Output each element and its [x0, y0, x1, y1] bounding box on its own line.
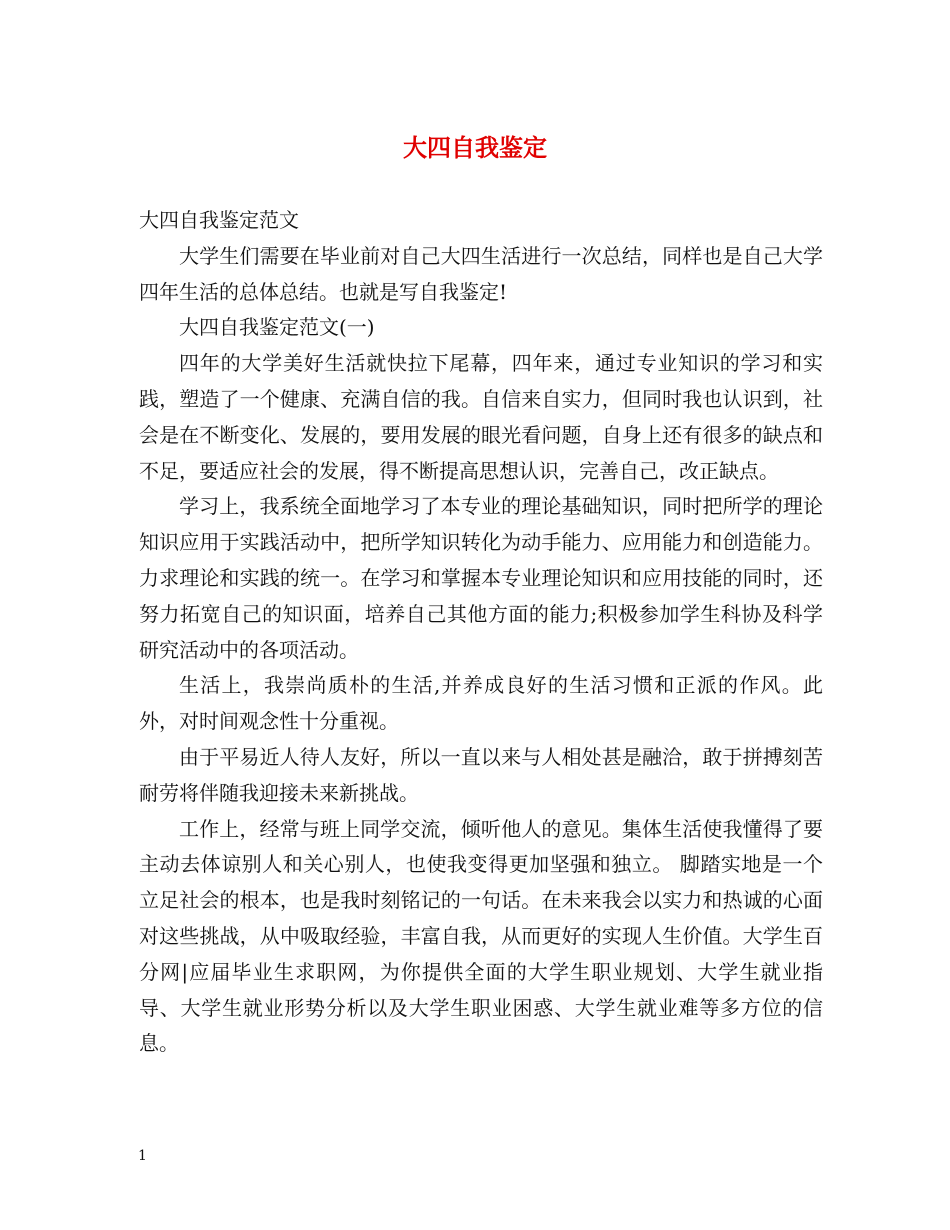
document-subtitle: 大四自我鉴定范文: [139, 208, 299, 232]
paragraph-relations: 由于平易近人待人友好，所以一直以来与人相处甚是融洽，敢于拼搏刻苦耐劳将伴随我迎接未来新挑战。: [139, 744, 823, 805]
page-number: 1: [138, 1148, 147, 1164]
paragraph-life: 生活上，我崇尚质朴的生活,并养成良好的生活习惯和正派的作风。此外，对时间观念性十分重视。: [139, 673, 823, 734]
section-heading: 大四自我鉴定范文(一): [179, 315, 375, 340]
paragraph-intro: 大学生们需要在毕业前对自己大四生活进行一次总结，同样也是自己大学四年生活的总体总结。也就是写自我鉴定!: [139, 243, 823, 304]
document-body: [139, 203, 823, 1062]
paragraph-work: 工作上，经常与班上同学交流，倾听他人的意见。集体生活使我懂得了要主动去体谅别人和关心别人，也使我变得更加坚强和独立。 脚踏实地是一个立足社会的根本，也是我时刻铭记的一句话。在未来我会以实力和热诚的心面对这些挑战，从中吸取经验，丰富自我，从而更好的实现人生价值。大学生百分网|应届毕业生求职网，为你提供全面的大学生职业规划、大学生就业指导、大学生就业形势分析以及大学生职业困惑、大学生就业难等多方位的信息。: [139, 816, 823, 1056]
paragraph-study: 学习上，我系统全面地学习了本专业的理论基础知识，同时把所学的理论知识应用于实践活动中，把所学知识转化为动手能力、应用能力和创造能力。力求理论和实践的统一。在学习和掌握本专业理论知识和应用技能的同时，还努力拓宽自己的知识面，培养自己其他方面的能力;积极参加学生科协及科学研究活动中的各项活动。: [139, 494, 823, 662]
document-title: 大四自我鉴定: [403, 133, 547, 162]
paragraph-overview: 四年的大学美好生活就快拉下尾幕，四年来，通过专业知识的学习和实践，塑造了一个健康、充满自信的我。自信来自实力，但同时我也认识到，社会是在不断变化、发展的，要用发展的眼光看问题，自身上还有很多的缺点和不足，要适应社会的发展，得不断提高思想认识，完善自己，改正缺点。: [139, 351, 823, 483]
